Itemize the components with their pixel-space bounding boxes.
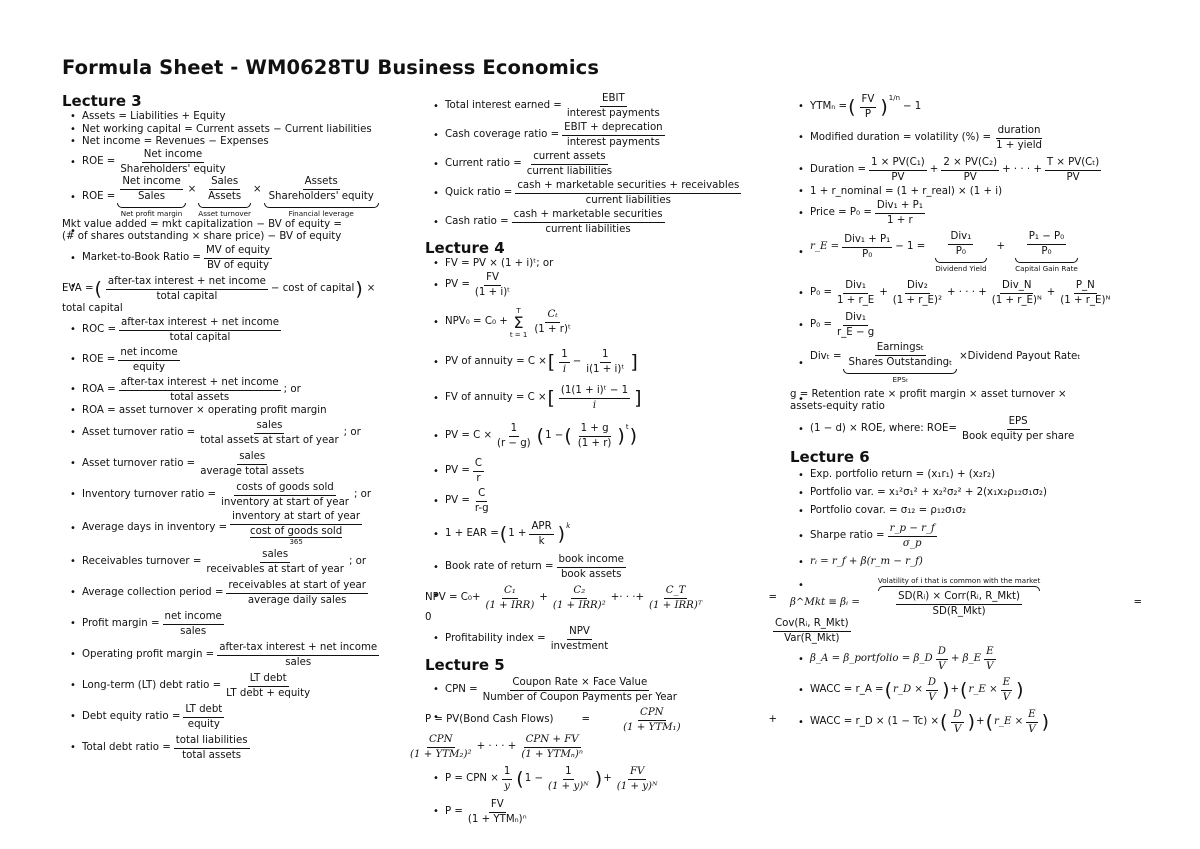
net-profit-margin-brace: Net income Sales Net profit margin: [117, 176, 185, 219]
formula-total-debt-ratio: • Total debt ratio = total liabilities total assets: [62, 733, 412, 764]
lecture-4-heading: Lecture 4: [425, 239, 505, 257]
formula-dividend: • Divₜ = Earningsₜ Shares Outstandingₜ EPSₜ ×Dividend Payout Rateₜ: [790, 341, 1142, 387]
financial-leverage-brace: Assets Shareholders' equity Financial leverage: [264, 176, 379, 219]
formula-assets: • Assets = Liabilities + Equity: [62, 111, 412, 124]
formula-roc: • ROC = after-tax interest + net income total capital: [62, 315, 412, 345]
formula-profit-margin: • Profit margin = net income sales: [62, 609, 412, 640]
formula-fv-annuity: • FV of annuity = C × [ (1(1 + i)ᵗ − 1 i ]: [425, 381, 777, 417]
page-title: Formula Sheet - WM0628TU Business Economics: [62, 56, 600, 79]
column-2: [410, 92, 777, 827]
formula-receivables-turnover: • Receivables turnover = sales receivables at start of year ; or: [62, 547, 412, 578]
ratios-list: [425, 92, 777, 237]
formula-future-value: • FV = PV × (1 + i)ᵗ; or: [425, 258, 777, 271]
formula-sharpe-ratio: • Sharpe ratio = $\frac{r\_p - r\_f}{\sigma\_p}$: [790, 521, 1142, 553]
lecture-5-list: [410, 675, 777, 827]
formula-roa-2: • ROA = asset turnover × operating profit margin: [62, 405, 412, 418]
formula-quick-ratio: • Quick ratio = cash + marketable securities + receivables current liabilities: [425, 179, 777, 208]
formula-average-collection-period: • Average collection period = receivables at start of year average daily sales: [62, 578, 412, 609]
lecture-5-heading: Lecture 5: [425, 656, 505, 674]
formula-current-ratio: • Current ratio = current assets current liabilities: [425, 150, 777, 179]
formula-bond-price: • P = PV(Bond Cash Flows) = CPN (1 + YTM₁) + CPN (1 + YTM₂)² + · · · + CPN + FV (1 + YTMₙ)ⁿ: [425, 705, 777, 761]
formula-market-to-book: • Market-to-Book Ratio = MV of equity BV of equity: [62, 244, 412, 274]
formula-fisher: • 1 + r_nominal = (1 + r_real) × (1 + i): [790, 186, 1142, 199]
formula-cash-ratio: • Cash ratio = cash + marketable securities current liabilities: [425, 208, 777, 237]
formula-profitability-index: • Profitability index = NPV investment: [425, 624, 777, 654]
lecture-4-list: [425, 258, 777, 654]
formula-roa: • ROA = after-tax interest + net income total assets ; or: [62, 375, 412, 405]
formula-growing-annuity: • PV = C × $\frac{1}{(r - g)}$ ( 1 − ( 1 + g (1 + r) ) $^t$ ): [425, 417, 777, 457]
formula-cash-coverage-ratio: • Cash coverage ratio = EBIT + deprecation interest payments: [425, 121, 777, 150]
formula-zero-coupon-price: • P = FV (1 + YTMₙ)ⁿ: [425, 797, 777, 827]
formula-wacc-after-tax: • WACC = r_D × (1 − Tc) × ( D V ) + ( r_E × $\frac{E}{V}$ ): [790, 707, 1142, 739]
formula-npv0: • NPV₀ = C₀ + T Σ t = 1 Cₜ (1 + r)ᵗ: [425, 301, 777, 345]
formula-asset-turnover-2: • Asset turnover ratio = sales average total assets: [62, 449, 412, 480]
formula-roe-equity: • ROE = net income equity: [62, 345, 412, 375]
formula-equity-return: • r_E = Div₁ + P₁ P₀ − 1 = Div₁ P₀ Dividend Yield + P₁ − P₀ P₀ Capital Gain Rate: [790, 229, 1142, 277]
formula-asset-beta: • β_A = β_portfolio = β_D D V + β_E E V: [790, 645, 1142, 675]
formula-growth-rate: • g = Retention rate × profit margin × asset turnover × assets-equity ratio: [790, 387, 1142, 414]
formula-wacc-pre-tax: • WACC = r_A = ( r_D × $\frac{D}{V}$ ) + ( r_E × $\frac{E}{V}$ ): [790, 675, 1142, 707]
formula-coupon: • CPN = Coupon Rate × Face Value Number of Coupon Payments per Year: [425, 675, 777, 705]
dividend-yield-brace: Div₁ P₀ Dividend Yield: [935, 231, 987, 273]
formula-operating-profit-margin: • Operating profit margin = after-tax interest + net income sales: [62, 640, 412, 671]
formula-total-interest-earned: • Total interest earned = EBIT interest payments: [425, 92, 777, 121]
bonds-stocks-list: [790, 92, 1142, 446]
formula-market-value-added: • Mkt value added = mkt capitalization − BV of equity = (# of shares outstanding × share price) − BV of equity: [62, 219, 412, 244]
formula-inventory-turnover: • Inventory turnover ratio = costs of goods sold inventory at start of year ; or: [62, 480, 412, 511]
formula-ear: • 1 + EAR = ( 1 + APR k ) $^k$: [425, 517, 777, 553]
formula-perpetuity: • PV = $\frac{C}{r}$: [425, 457, 777, 487]
column-1: [62, 92, 412, 764]
formula-net-income: • Net income = Revenues − Expenses: [62, 136, 412, 149]
formula-growing-perpetuity: • PV = $\frac{C}{r-g}$: [425, 487, 777, 517]
lecture-3-heading: Lecture 3: [62, 92, 142, 110]
beta-overbrace: SD(Rᵢ) × Corr(Rᵢ, R_Mkt) SD(R_Mkt) Volatility of i that is common with the market: [877, 575, 1041, 617]
roe-fraction: Net income Shareholders' equity: [120, 149, 226, 175]
formula-roe-basic: • ROE = Net income Shareholders' equity: [62, 149, 412, 177]
asset-turnover-brace: Sales Assets Asset turnover: [198, 176, 252, 218]
formula-beta: • β^Mkt ≡ βᵢ = SD(Rᵢ) × Corr(Rᵢ, R_Mkt) SD(R_Mkt) Volatility of i that is common with the market = Cov(Rᵢ, R_Mkt) Var(R_Mkt): [790, 573, 1142, 645]
formula-gordon-growth: • P₀ = Div₁ r_E − g: [790, 311, 1142, 341]
formula-eva: • EVA = ( after-tax interest + net income total capital − cost of capital ) × total capital: [62, 274, 412, 316]
formula-npv-irr: • NPV = C₀+ C₁ (1 + IRR) + C₂ (1 + IRR)² +· · ·+ C_T (1 + IRR)ᵀ = 0: [425, 583, 777, 625]
formula-pv-annuity: • PV of annuity = C × [ 1 i − $\frac{1}{\text{i(1 + i)ᵗ}}$ ]: [425, 345, 777, 381]
formula-book-rate-of-return: • Book rate of return = book income book assets: [425, 553, 777, 583]
formula-roe-dupont: • ROE = Net income Sales Net profit margin × Sales Assets Asset turnover × Assets Shareholders' equity Financial leverage: [62, 177, 412, 219]
lecture-6-list: [775, 467, 1142, 739]
formula-asset-turnover-1: • Asset turnover ratio = sales total assets at start of year ; or: [62, 418, 412, 449]
formula-average-days-inventory: • Average days in inventory = inventory at start of year cost of goods sold 365: [62, 511, 412, 547]
column-3: [775, 92, 1142, 739]
formula-retention-roe: • (1 − d) × ROE, where: ROE= EPS Book equity per share: [790, 414, 1142, 446]
formula-portfolio-variance: • Portfolio var. = x₁²σ₁² + x₂²σ₂² + 2(x₁x₂ρ₁₂σ₁σ₂): [790, 485, 1142, 503]
formula-lt-debt-ratio: • Long-term (LT) debt ratio = LT debt LT debt + equity: [62, 671, 412, 702]
formula-duration: • Duration = $\frac{\text{1 × PV(C₁)}}{PV}$ + $\frac{\text{2 × PV(C₂)}}{PV}$ + · · · + $\frac{\text{T × PV(Cₜ)}}{PV}$: [790, 154, 1142, 186]
formula-net-working-capital: • Net working capital = Current assets − Current liabilities: [62, 124, 412, 137]
lecture-3-list: [62, 111, 412, 764]
formula-price: • Price = P₀ = Div₁ + P₁ 1 + r: [790, 199, 1142, 229]
formula-expected-portfolio-return: • Exp. portfolio return = (x₁r₁) + (x₂r₂): [790, 467, 1142, 485]
sigma-symbol: T Σ t = 1: [509, 306, 528, 339]
formula-dividend-discount: • P₀ = Div₁ 1 + r_E + Div₂ (1 + r_E)² + · · · + Div_N (1 + r_E)ᴺ + $\frac{P\_N}{\text{(1 + r\_E)ᴺ}}$: [790, 277, 1142, 311]
eps-brace: Earningsₜ Shares Outstandingₜ EPSₜ: [843, 342, 957, 385]
formula-portfolio-covariance: • Portfolio covar. = σ₁₂ = ρ₁₂σ₁σ₂: [790, 503, 1142, 521]
formula-capm: • rᵢ = r_f + β(r_m − r_f): [790, 553, 1142, 573]
formula-debt-equity-ratio: • Debt equity ratio = LT debt equity: [62, 702, 412, 733]
formula-present-value: • PV = $\frac{FV}{\text{(1 + i)ᵗ}}$: [425, 271, 777, 301]
lecture-6-heading: Lecture 6: [790, 447, 870, 466]
formula-ytm: • YTMₙ = ( FV P ) $^{1/n}$ − 1: [790, 92, 1142, 122]
formula-modified-duration: • Modified duration = volatility (%) = duration 1 + yield: [790, 122, 1142, 154]
capital-gain-rate-brace: P₁ − P₀ P₀ Capital Gain Rate: [1015, 231, 1078, 273]
formula-bond-price-annuity: • P = CPN × $\frac{1}{y}$ ( 1 − $\frac{1}{\text{(1 + y)ᴺ}}$ ) + $\frac{FV}{\text{(1 + y)ᴺ}}$: [425, 761, 777, 797]
